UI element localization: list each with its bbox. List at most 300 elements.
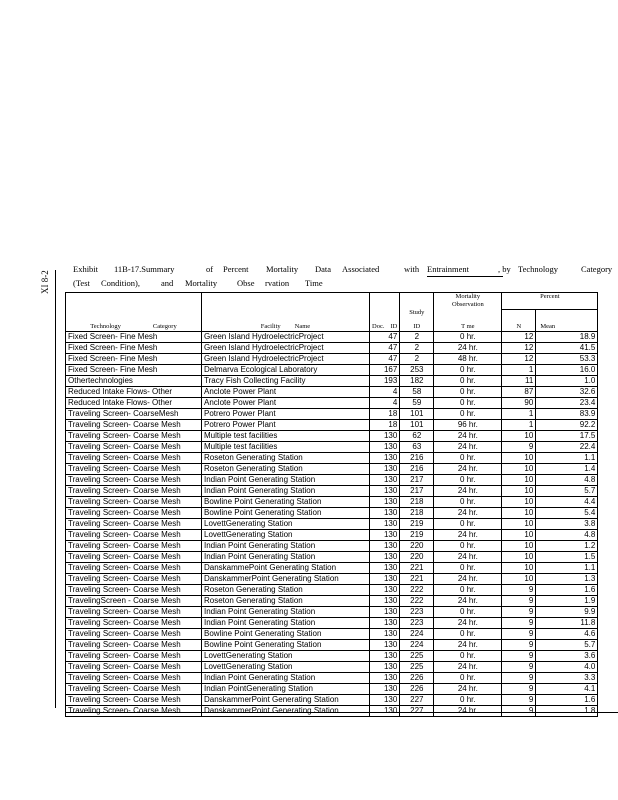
facility-name-cell: DanskammerPoint Generating Station <box>202 574 370 585</box>
technology-category-cell: Reduced Intake Flows- Other <box>66 398 202 409</box>
technology-category-cell: Fixed Screen- Fine Mesh <box>66 332 202 343</box>
study-id-cell: 217 <box>400 475 434 486</box>
table-row <box>66 585 598 596</box>
header-id: ID <box>390 323 398 330</box>
study-id-cell: 63 <box>400 442 434 453</box>
table-row <box>66 552 598 563</box>
title-word: Percent <box>223 264 249 274</box>
study-id-cell: 227 <box>400 695 434 706</box>
study-id-cell: 2 <box>400 343 434 354</box>
table-row <box>66 618 598 629</box>
facility-name-cell: DanskammePoint Generating Station <box>202 563 370 574</box>
doc-id-cell: 130 <box>370 530 400 541</box>
n-cell: 10 <box>502 541 536 552</box>
table-row <box>66 354 598 365</box>
mean-cell: 1.6 <box>536 585 598 596</box>
n-cell: 9 <box>502 662 536 673</box>
title-word: Condition), <box>101 278 140 288</box>
observation-time-cell: 0 hr. <box>434 673 502 684</box>
doc-id-cell: 130 <box>370 453 400 464</box>
observation-time-cell: 24 hr. <box>434 640 502 651</box>
technology-category-cell: Traveling Screen- Coarse Mesh <box>66 486 202 497</box>
n-cell: 9 <box>502 618 536 629</box>
facility-name-cell: LovettGenerating Station <box>202 651 370 662</box>
table-row <box>66 387 598 398</box>
study-id-cell: 101 <box>400 409 434 420</box>
doc-id-cell: 47 <box>370 354 400 365</box>
table-row <box>66 420 598 431</box>
study-id-cell: 2 <box>400 332 434 343</box>
observation-time-cell: 48 hr. <box>434 354 502 365</box>
doc-id-cell: 130 <box>370 541 400 552</box>
facility-name-cell: Roseton Generating Station <box>202 453 370 464</box>
header-doc-id <box>370 317 400 332</box>
observation-time-cell: 0 hr. <box>434 398 502 409</box>
n-cell: 90 <box>502 398 536 409</box>
margin-rule <box>55 270 56 708</box>
n-cell: 1 <box>502 365 536 376</box>
table-row <box>66 530 598 541</box>
observation-time-cell: 0 hr. <box>434 365 502 376</box>
study-id-cell: 222 <box>400 585 434 596</box>
facility-name-cell: Indian Point Generating Station <box>202 618 370 629</box>
table-row <box>66 684 598 695</box>
observation-time-cell: 0 hr. <box>434 387 502 398</box>
study-id-cell: 101 <box>400 420 434 431</box>
table-row <box>66 508 598 519</box>
n-cell: 12 <box>502 332 536 343</box>
mean-cell: 16.0 <box>536 365 598 376</box>
study-id-cell: 223 <box>400 607 434 618</box>
title-word: Category <box>581 264 613 274</box>
doc-id-cell: 130 <box>370 673 400 684</box>
exhibit-title-line-2 <box>73 276 618 290</box>
n-cell: 10 <box>502 464 536 475</box>
facility-name-cell: Green Island HydroelectricProject <box>202 354 370 365</box>
technology-category-cell: Traveling Screen- Coarse Mesh <box>66 475 202 486</box>
n-cell: 10 <box>502 530 536 541</box>
technology-category-cell: Traveling Screen- CoarseMesh <box>66 409 202 420</box>
header-name: Name <box>294 323 311 330</box>
doc-id-cell: 130 <box>370 629 400 640</box>
n-cell: 9 <box>502 640 536 651</box>
observation-time-cell: 0 hr. <box>434 332 502 343</box>
header-row <box>66 309 598 317</box>
study-id-cell: 59 <box>400 398 434 409</box>
observation-time-cell: 0 hr. <box>434 453 502 464</box>
study-id-cell: 218 <box>400 497 434 508</box>
n-cell: 10 <box>502 431 536 442</box>
mean-cell: 1.9 <box>536 596 598 607</box>
mean-cell: 5.7 <box>536 640 598 651</box>
table-row <box>66 596 598 607</box>
facility-name-cell: Indian Point Generating Station <box>202 475 370 486</box>
table-row <box>66 343 598 354</box>
n-cell: 10 <box>502 497 536 508</box>
title-word: of <box>206 264 214 274</box>
technology-category-cell: Traveling Screen- Coarse Mesh <box>66 706 202 717</box>
doc-id-cell: 130 <box>370 563 400 574</box>
n-cell: 10 <box>502 475 536 486</box>
facility-name-cell: Bowline Point Generating Station <box>202 497 370 508</box>
table-row <box>66 541 598 552</box>
technology-category-cell: Traveling Screen- Coarse Mesh <box>66 574 202 585</box>
mean-cell: 4.4 <box>536 497 598 508</box>
observation-time-cell: 0 hr. <box>434 607 502 618</box>
technology-category-cell: Traveling Screen- Coarse Mesh <box>66 662 202 673</box>
facility-name-cell: Indian Point Generating Station <box>202 607 370 618</box>
doc-id-cell: 18 <box>370 420 400 431</box>
facility-name-cell: Indian Point Generating Station <box>202 673 370 684</box>
n-cell: 10 <box>502 519 536 530</box>
technology-category-cell: Traveling Screen- Coarse Mesh <box>66 508 202 519</box>
title-word: with <box>404 264 420 274</box>
study-id-cell: 217 <box>400 486 434 497</box>
study-id-cell: 222 <box>400 596 434 607</box>
mean-cell: 18.9 <box>536 332 598 343</box>
facility-name-cell: Delmarva Ecological Laboratory <box>202 365 370 376</box>
n-cell: 9 <box>502 695 536 706</box>
n-cell: 9 <box>502 651 536 662</box>
mean-cell: 1.1 <box>536 563 598 574</box>
doc-id-cell: 130 <box>370 497 400 508</box>
technology-category-cell: Traveling Screen- Coarse Mesh <box>66 618 202 629</box>
doc-id-cell: 130 <box>370 706 400 717</box>
mean-cell: 1.5 <box>536 552 598 563</box>
study-id-cell: 62 <box>400 431 434 442</box>
table-row <box>66 607 598 618</box>
table-row <box>66 640 598 651</box>
observation-time-cell: 24 hr. <box>434 431 502 442</box>
mean-cell: 23.4 <box>536 398 598 409</box>
facility-name-cell: Roseton Generating Station <box>202 585 370 596</box>
header-study-id: ID <box>400 317 434 332</box>
table-row <box>66 574 598 585</box>
doc-id-cell: 130 <box>370 486 400 497</box>
doc-id-cell: 130 <box>370 585 400 596</box>
facility-name-cell: LovettGenerating Station <box>202 662 370 673</box>
observation-time-cell: 24 hr. <box>434 530 502 541</box>
n-cell: 9 <box>502 585 536 596</box>
observation-time-cell: 0 hr. <box>434 376 502 387</box>
observation-time-cell: 0 hr. <box>434 563 502 574</box>
exhibit-title <box>73 262 618 290</box>
study-id-cell: 220 <box>400 552 434 563</box>
n-cell: 10 <box>502 508 536 519</box>
doc-id-cell: 193 <box>370 376 400 387</box>
table-row <box>66 475 598 486</box>
table-row <box>66 442 598 453</box>
technology-category-cell: Traveling Screen- Coarse Mesh <box>66 651 202 662</box>
page-number-text: XI 8-2 <box>40 270 50 294</box>
table-row <box>66 365 598 376</box>
technology-category-cell: Fixed Screen- Fine Mesh <box>66 365 202 376</box>
technology-category-cell: Traveling Screen- Coarse Mesh <box>66 464 202 475</box>
technology-category-cell: Traveling Screen- Coarse Mesh <box>66 673 202 684</box>
technology-category-cell: Traveling Screen- Coarse Mesh <box>66 552 202 563</box>
technology-category-cell: TravelingScreen - Coarse Mesh <box>66 596 202 607</box>
mean-cell: 17.5 <box>536 431 598 442</box>
doc-id-cell: 130 <box>370 684 400 695</box>
mean-cell: 4.1 <box>536 684 598 695</box>
doc-id-cell: 167 <box>370 365 400 376</box>
header-percent: Percent <box>502 293 598 310</box>
study-id-cell: 225 <box>400 662 434 673</box>
table-row <box>66 651 598 662</box>
header-observation: Observation <box>451 301 484 308</box>
n-cell: 9 <box>502 629 536 640</box>
observation-time-cell: 24 hr. <box>434 508 502 519</box>
n-cell: 10 <box>502 552 536 563</box>
mean-cell: 4.6 <box>536 629 598 640</box>
table-row <box>66 464 598 475</box>
title-word-underlined: Entrainment <box>427 262 503 277</box>
technology-category-cell: Traveling Screen- Coarse Mesh <box>66 442 202 453</box>
header-category: Category <box>152 323 177 330</box>
doc-id-cell: 130 <box>370 640 400 651</box>
technology-category-cell: Traveling Screen- Coarse Mesh <box>66 453 202 464</box>
doc-id-cell: 130 <box>370 442 400 453</box>
title-word: 11B-17.Summary <box>114 264 175 274</box>
mean-cell: 32.6 <box>536 387 598 398</box>
technology-category-cell: Reduced Intake Flows- Other <box>66 387 202 398</box>
n-cell: 10 <box>502 574 536 585</box>
facility-name-cell: Tracy Fish Collecting Facility <box>202 376 370 387</box>
facility-name-cell: Multiple test facilities <box>202 442 370 453</box>
title-word: Associated <box>342 264 380 274</box>
table-row <box>66 453 598 464</box>
observation-time-cell: 0 hr. <box>434 695 502 706</box>
doc-id-cell: 130 <box>370 464 400 475</box>
header-n: N <box>502 317 536 332</box>
study-id-cell: 218 <box>400 508 434 519</box>
study-id-cell: 58 <box>400 387 434 398</box>
technology-category-cell: Traveling Screen- Coarse Mesh <box>66 530 202 541</box>
study-id-cell: 224 <box>400 629 434 640</box>
technology-category-cell: Traveling Screen- Coarse Mesh <box>66 585 202 596</box>
table-row <box>66 486 598 497</box>
facility-name-cell: Anclote Power Plant <box>202 387 370 398</box>
technology-category-cell: Traveling Screen- Coarse Mesh <box>66 541 202 552</box>
mean-cell: 1.0 <box>536 376 598 387</box>
observation-time-cell: 24 hr. <box>434 706 502 717</box>
facility-name-cell: Indian Point Generating Station <box>202 541 370 552</box>
observation-time-cell: 24 hr. <box>434 343 502 354</box>
header-facility: Facility <box>260 323 281 330</box>
title-word: , by <box>498 264 511 274</box>
study-id-cell: 227 <box>400 706 434 717</box>
technology-category-cell: Traveling Screen- Coarse Mesh <box>66 497 202 508</box>
observation-time-cell: 24 hr. <box>434 574 502 585</box>
n-cell: 9 <box>502 607 536 618</box>
facility-name-cell: DanskammerPoint Generating Station <box>202 706 370 717</box>
table-row <box>66 563 598 574</box>
doc-id-cell: 130 <box>370 651 400 662</box>
doc-id-cell: 130 <box>370 662 400 673</box>
study-id-cell: 216 <box>400 464 434 475</box>
facility-name-cell: Bowline Point Generating Station <box>202 629 370 640</box>
facility-name-cell: Bowline Point Generating Station <box>202 640 370 651</box>
title-word: Data <box>315 264 332 274</box>
table-row <box>66 409 598 420</box>
observation-time-cell: 0 hr. <box>434 519 502 530</box>
mean-cell: 4.0 <box>536 662 598 673</box>
study-id-cell: 219 <box>400 519 434 530</box>
technology-category-cell: Traveling Screen- Coarse Mesh <box>66 640 202 651</box>
technology-category-cell: Fixed Screen- Fine Mesh <box>66 354 202 365</box>
technology-category-cell: Traveling Screen- Coarse Mesh <box>66 629 202 640</box>
mean-cell: 1.1 <box>536 453 598 464</box>
n-cell: 12 <box>502 343 536 354</box>
facility-name-cell: Green Island HydroelectricProject <box>202 332 370 343</box>
mean-cell: 3.8 <box>536 519 598 530</box>
title-word: Obse <box>237 278 255 288</box>
doc-id-cell: 130 <box>370 607 400 618</box>
title-word: and <box>161 278 174 288</box>
doc-id-cell: 130 <box>370 431 400 442</box>
doc-id-cell: 130 <box>370 596 400 607</box>
study-id-cell: 220 <box>400 541 434 552</box>
header-mortality: Mortality <box>455 293 481 300</box>
mean-cell: 83.9 <box>536 409 598 420</box>
header-doc: Doc. <box>372 323 385 330</box>
header-technology-category <box>66 317 202 332</box>
n-cell: 11 <box>502 376 536 387</box>
n-cell: 9 <box>502 442 536 453</box>
header-row <box>66 317 598 332</box>
mean-cell: 5.4 <box>536 508 598 519</box>
header-mean: Mean <box>536 317 598 332</box>
study-id-cell: 225 <box>400 651 434 662</box>
facility-name-cell: Indian Point Generating Station <box>202 552 370 563</box>
study-id-cell: 219 <box>400 530 434 541</box>
facility-name-cell: Potrero Power Plant <box>202 409 370 420</box>
n-cell: 10 <box>502 453 536 464</box>
facility-name-cell: Green Island HydroelectricProject <box>202 343 370 354</box>
technology-category-cell: Traveling Screen- Coarse Mesh <box>66 684 202 695</box>
technology-category-cell: Othertechnologies <box>66 376 202 387</box>
observation-time-cell: 0 hr. <box>434 409 502 420</box>
header-technology: Technology <box>90 323 121 330</box>
table-row <box>66 673 598 684</box>
mean-cell: 9.9 <box>536 607 598 618</box>
study-id-cell: 221 <box>400 574 434 585</box>
title-word: Mortality <box>185 278 218 288</box>
observation-time-cell: 24 hr. <box>434 684 502 695</box>
doc-id-cell: 130 <box>370 695 400 706</box>
technology-category-cell: Traveling Screen- Coarse Mesh <box>66 695 202 706</box>
observation-time-cell: 24 hr. <box>434 618 502 629</box>
technology-category-cell: Traveling Screen- Coarse Mesh <box>66 607 202 618</box>
doc-id-cell: 47 <box>370 343 400 354</box>
facility-name-cell: LovettGenerating Station <box>202 519 370 530</box>
mean-cell: 22.4 <box>536 442 598 453</box>
n-cell: 9 <box>502 596 536 607</box>
mean-cell: 41.5 <box>536 343 598 354</box>
mortality-observation-header <box>434 293 502 318</box>
technology-category-cell: Traveling Screen- Coarse Mesh <box>66 420 202 431</box>
title-word: Mortality <box>266 264 299 274</box>
doc-id-cell: 130 <box>370 618 400 629</box>
facility-name-cell: Indian PointGenerating Station <box>202 684 370 695</box>
facility-name-cell: Bowline Point Generating Station <box>202 508 370 519</box>
mean-cell: 53.3 <box>536 354 598 365</box>
study-id-cell: 226 <box>400 673 434 684</box>
study-id-cell: 223 <box>400 618 434 629</box>
observation-time-cell: 0 hr. <box>434 541 502 552</box>
observation-time-cell: 24 hr. <box>434 442 502 453</box>
title-word: rvation <box>265 278 290 288</box>
facility-name-cell: Roseton Generating Station <box>202 596 370 607</box>
table-row <box>66 695 598 706</box>
n-cell: 9 <box>502 684 536 695</box>
mean-cell: 4.8 <box>536 475 598 486</box>
header-row <box>66 293 598 310</box>
facility-name-cell: Potrero Power Plant <box>202 420 370 431</box>
mean-cell: 4.8 <box>536 530 598 541</box>
doc-id-cell: 130 <box>370 574 400 585</box>
observation-time-cell: 0 hr. <box>434 585 502 596</box>
exhibit-title-line-1 <box>73 262 618 276</box>
mean-cell: 1.6 <box>536 695 598 706</box>
study-id-cell: 216 <box>400 453 434 464</box>
observation-time-cell: 0 hr. <box>434 497 502 508</box>
facility-name-cell: LovettGenerating Station <box>202 530 370 541</box>
n-cell: 12 <box>502 354 536 365</box>
facility-name-cell: Anclote Power Plant <box>202 398 370 409</box>
mean-cell: 11.8 <box>536 618 598 629</box>
header-time: T me <box>434 317 502 332</box>
title-word: Exhibit <box>73 264 99 274</box>
observation-time-cell: 0 hr. <box>434 629 502 640</box>
study-id-cell: 2 <box>400 354 434 365</box>
table-body <box>66 332 598 717</box>
n-cell: 1 <box>502 409 536 420</box>
observation-time-cell: 0 hr. <box>434 651 502 662</box>
header-facility-name <box>202 317 370 332</box>
technology-category-cell: Traveling Screen- Coarse Mesh <box>66 431 202 442</box>
observation-time-cell: 24 hr. <box>434 552 502 563</box>
mean-cell: 1.8 <box>536 706 598 717</box>
bottom-rule <box>65 712 618 713</box>
n-cell: 10 <box>502 563 536 574</box>
mortality-table <box>65 292 598 717</box>
header-study: Study <box>400 309 434 317</box>
doc-id-cell: 130 <box>370 519 400 530</box>
study-id-cell: 221 <box>400 563 434 574</box>
mean-cell: 1.3 <box>536 574 598 585</box>
mean-cell: 1.4 <box>536 464 598 475</box>
doc-id-cell: 130 <box>370 552 400 563</box>
table-row <box>66 332 598 343</box>
n-cell: 87 <box>502 387 536 398</box>
observation-time-cell: 24 hr. <box>434 662 502 673</box>
observation-time-cell: 96 hr. <box>434 420 502 431</box>
doc-id-cell: 4 <box>370 398 400 409</box>
technology-category-cell: Traveling Screen- Coarse Mesh <box>66 563 202 574</box>
mean-cell: 1.2 <box>536 541 598 552</box>
table-row <box>66 706 598 717</box>
study-id-cell: 224 <box>400 640 434 651</box>
facility-name-cell: Multiple test facilities <box>202 431 370 442</box>
mean-cell: 92.2 <box>536 420 598 431</box>
observation-time-cell: 24 hr. <box>434 464 502 475</box>
n-cell: 9 <box>502 673 536 684</box>
title-word: Time <box>305 278 323 288</box>
doc-id-cell: 130 <box>370 508 400 519</box>
title-word: Technology <box>518 264 559 274</box>
study-id-cell: 226 <box>400 684 434 695</box>
